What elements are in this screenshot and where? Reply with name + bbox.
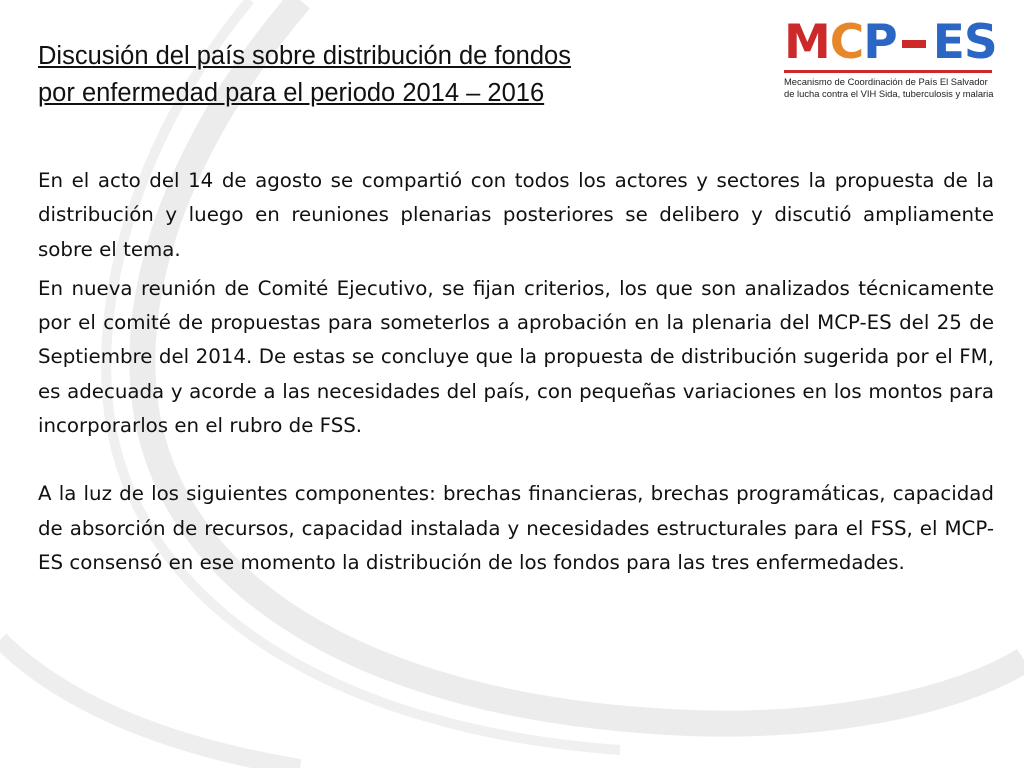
paragraph-2: En nueva reunión de Comité Ejecutivo, se fijan criterios, los que son analizados técnicamente por el comité de propuestas para someterlos a aprobación en la plenaria del MCP-ES del 25 de Septiembre del 2014. De estas se concluye que la propuesta de distribución sugerida por el FM, es adecuada y acorde a las necesidades del país, con pequeñas variaciones en los montos para incorporarlos en el rubro de FSS.	[38, 276, 994, 438]
slide-body	[38, 164, 994, 580]
title-line-2: por enfermedad para el periodo 2014 – 2016	[38, 79, 545, 107]
logo-letter-c: C	[829, 15, 864, 70]
logo-caption-line-1: Mecanismo de Coordinación de País El Salvador	[784, 76, 988, 87]
paragraph-1: En el acto del 14 de agosto se compartió con todos los actores y sectores la propuesta de la distribución y luego en reuniones plenarias posteriores se delibero y discutió ampliamente sobre el tema.	[38, 169, 994, 261]
mcp-es-logo	[784, 15, 997, 100]
logo-letter-m: M	[784, 15, 830, 70]
slide-title	[38, 38, 778, 112]
logo-dash	[902, 40, 926, 48]
logo-caption-line-2: de lucha contra el VIH Sida, tuberculosis y malaria	[784, 88, 994, 99]
logo-letters-es: ES	[932, 15, 997, 70]
logo-letter-p: P	[863, 15, 897, 70]
paragraph-3: A la luz de los siguientes componentes: brechas financieras, brechas programáticas, capacidad de absorción de recursos, capacidad instalada y necesidades estructurales para el FSS, el MCP-ES consensó en ese momento la distribución de los fondos para las tres enfermedades.	[38, 482, 994, 574]
logo-underline	[784, 70, 992, 73]
title-line-1: Discusión del país sobre distribución de fondos	[38, 42, 571, 70]
logo-wordmark	[784, 15, 997, 70]
